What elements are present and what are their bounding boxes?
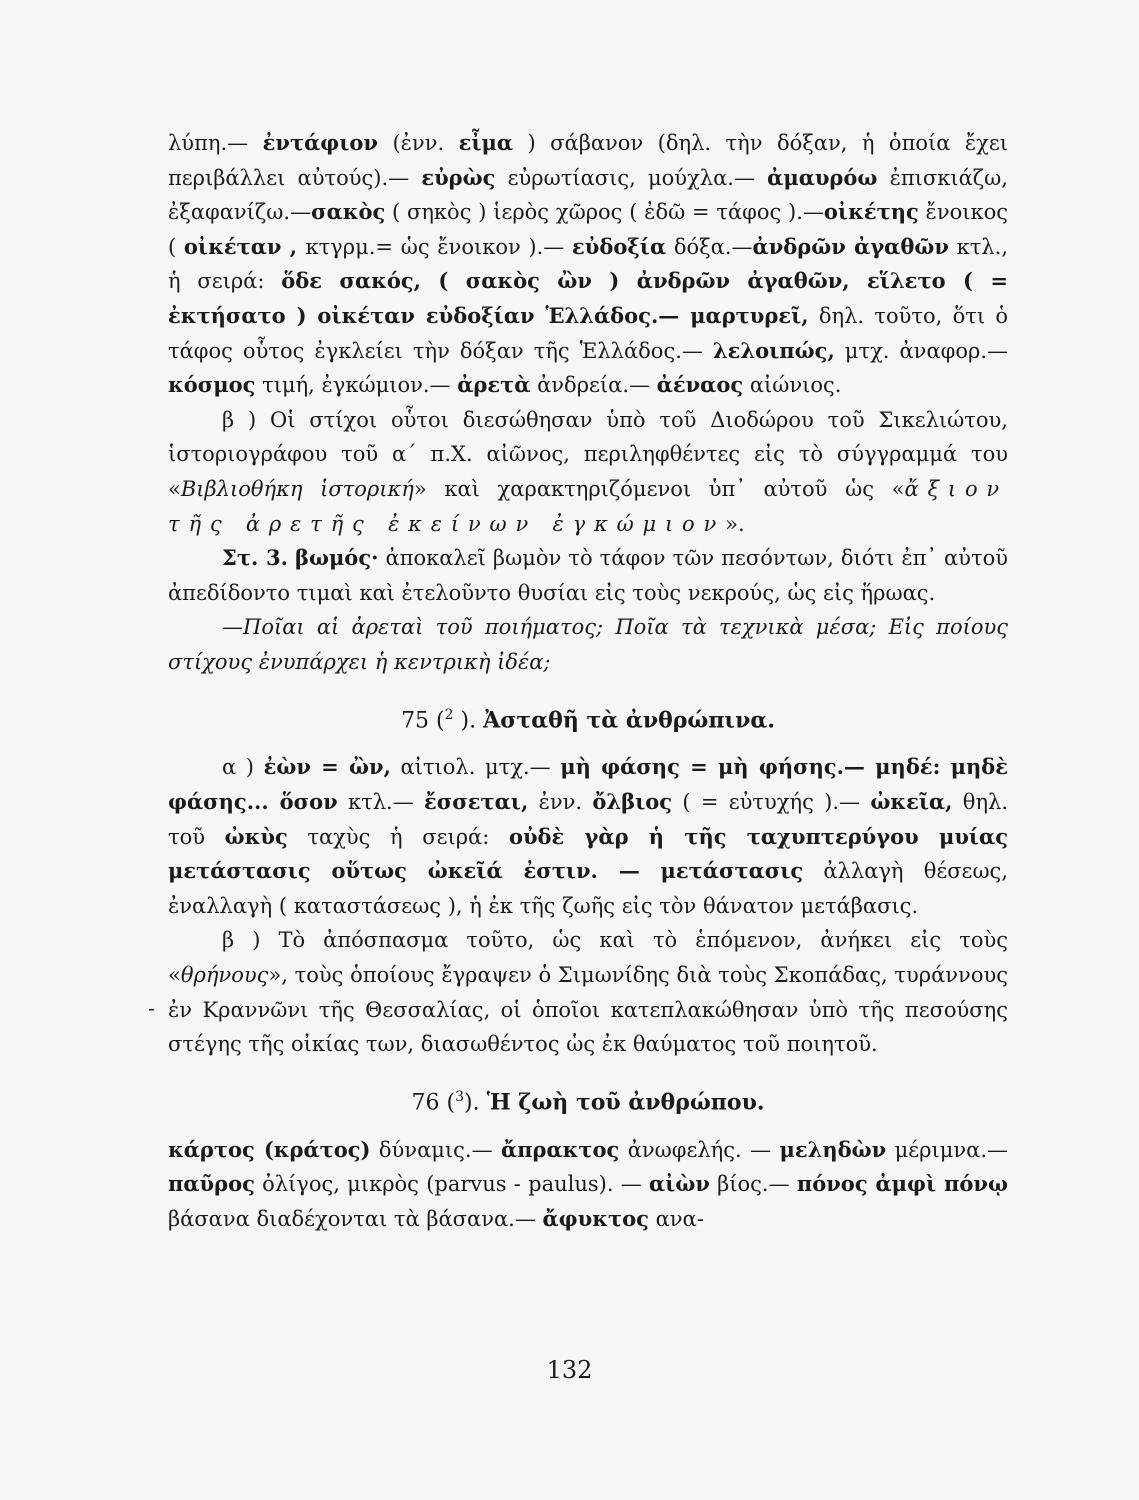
section-heading-76: 76 ($^3$). Ἡ ζωὴ τοῦ ἀνθρώπου. <box>411 1088 765 1116</box>
paragraph-diodorus: β ) Οἱ στίχοι οὗτοι διεσώθησαν ὑπὸ τοῦ Διοδώρου τοῦ Σικελιώτου, ἱστοριογράφου τοῦ α΄ π.Χ. αἰῶνος, περιληφθέντες εἰς τὸ σύγγραμμά του «Βιβλιοθήκη ἱστορική» καὶ χαρακτηριζόμενοι ὑπ᾽ αὐτοῦ ὡς «ἄξιον τῆς ἀρετῆς ἐκείνων ἐγκώμιον». <box>168 407 1008 536</box>
section-title-75: Ἀσταθῆ τὰ ἀνθρώπινα. <box>483 706 775 733</box>
section-title-76: Ἡ ζωὴ τοῦ ἀνθρώπου. <box>486 1089 765 1116</box>
paragraph-glossary-75: α ) ἐὼν = ὢν, αἰτιολ. μτχ.— μὴ φάσης = μὴ φήσης.— μηδέ: μηδὲ φάσης... ὅσον κτλ.— ἔσσεται, ἐνν. ὄλβιος ( = εὐτυχής ).— ὠκεῖα, θηλ. τοῦ ὠκὺς ταχὺς ἡ σειρά: οὐδὲ γὰρ ἡ τῆς ταχυπτερύγου μυίας μετάστασις οὕτως ὠκεῖά ἐστιν. — μετάστασις ἀλλαγὴ θέσεως, ἐναλλαγὴ ( καταστάσεως ), ἡ ἐκ τῆς ζωῆς εἰς τὸν θάνατον μετάβασις. <box>168 754 1009 918</box>
paragraph-glossary-74: λύπη.— ἐντάφιον (ἐνν. εἶμα ) σάβανον (δηλ. τὴν δόξαν, ἡ ὁποία ἔχει περιβάλλει αὐτούς).— εὐρὼς εὐρωτίασις, μούχλα.— ἀμαυρόω ἐπισκιάζω, ἐξαφανίζω.—σακὸς ( σηκὸς ) ἱερὸς χῶρος ( ἐδῶ = τάφος ).—οἰκέτης ἔνοικος ( οἰκέταν , κτγρμ.= ὡς ἔνοικον ).— εὐδοξία δόξα.—ἀνδρῶν ἀγαθῶν κτλ., ἡ σειρά: ὅδε σακός, ( σακὸς ὢν ) ἀνδρῶν ἀγαθῶν, εἵλετο ( = ἐκτήσατο ) οἰκέταν εὐδοξίαν Ἑλλάδος.— μαρτυρεῖ, δηλ. τοῦτο, ὅτι ὁ τάφος οὗτος ἐγκλείει τὴν δόξαν τῆς Ἑλλάδος.— λελοιπώς, μτχ. ἀναφορ.— κόσμος τιμή, ἐγκώμιον.— ἀρετὰ ἀνδρεία.— ἀέναος αἰώνιος. <box>168 130 1009 398</box>
margin-mark: - <box>148 996 155 1020</box>
paragraph-glossary-76: κάρτος (κράτος) δύναμις.— ἄπρακτος ἀνωφελής. — μεληδὼν μέριμνα.— παῦρος ὀλίγος, μικρὸς (parvus - paulus). — αἰὼν βίος.— πόνος ἀμφὶ πόνῳ βάσανα διαδέχονται τὰ βάσανα.— ἄφυκτος ανα- <box>168 1136 1009 1231</box>
section-heading-75: 75 ($^2$ ). Ἀσταθῆ τὰ ἀνθρώπινα. <box>401 706 775 733</box>
paragraph-simonides: β ) Τὸ ἀπόσπασμα τοῦτο, ὡς καὶ τὸ ἑπόμενον, ἀνήκει εἰς τοὺς «θρήνους», τοὺς ὁποίους ἔγραψεν ὁ Σιμωνίδης διὰ τοὺς Σκοπάδας, τυράννους ἐν Κραννῶνι τῆς Θεσσαλίας, οἱ ὁποῖοι κατεπλακώθησαν ὑπὸ τῆς πεσούσης στέγης τῆς οἰκίας των, διασωθέντος ὡς ἐκ θαύματος τοῦ ποιητοῦ. <box>168 928 1008 1057</box>
page-number: 132 <box>546 1356 593 1384</box>
paragraph-verse-3: Στ. 3. βωμός· ἀποκαλεῖ βωμὸν τὸ τάφον τῶν πεσόντων, διότι ἐπ᾽ αὐτοῦ ἀπεδίδοντο τιμαὶ καὶ ἐτελοῦντο θυσίαι εἰς τοὺς νεκρούς, ὡς εἰς ἥρωας. <box>168 545 1008 605</box>
page-body <box>168 126 1008 1236</box>
verse-label: Στ. 3. <box>222 545 288 571</box>
paragraph-questions: —Ποῖαι αἱ ἀρεταὶ τοῦ ποιήματος; Ποῖα τὰ τεχνικὰ μέσα; Εἰς ποίους στίχους ἐνυπάρχει ἡ κεντρικὴ ἰδέα; <box>168 615 1008 674</box>
